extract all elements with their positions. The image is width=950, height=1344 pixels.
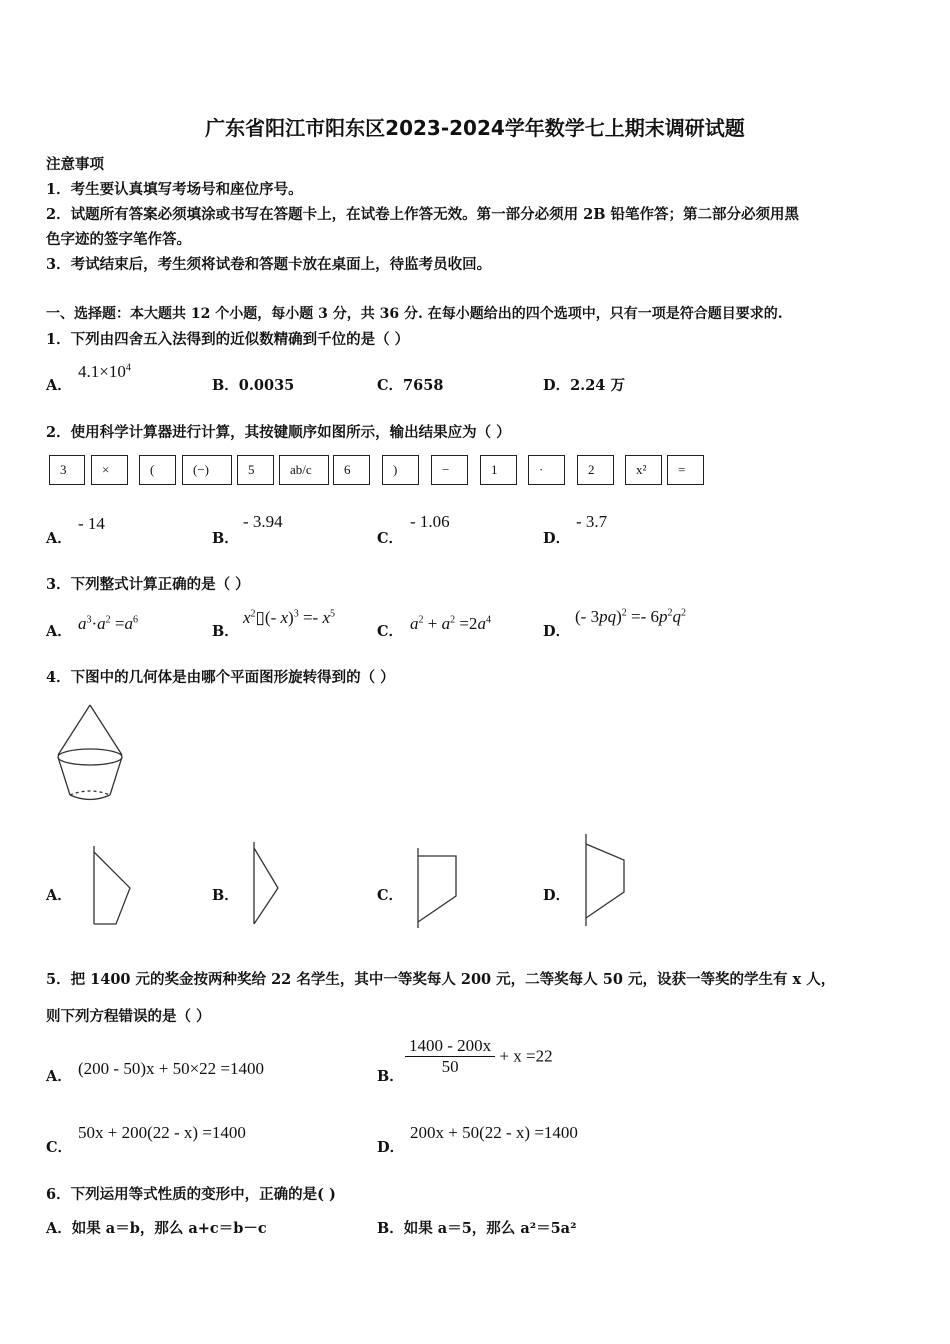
q4-option-c-label: C． <box>377 887 404 904</box>
calc-key: · <box>528 455 565 485</box>
notice-item: 1．考生要认真填写考场号和座位序号。 <box>46 181 303 198</box>
calc-key: ) <box>382 455 419 485</box>
question-3-stem: 3．下列整式计算正确的是（ ） <box>46 576 250 593</box>
calc-key: 3 <box>49 455 85 485</box>
calc-key: 6 <box>333 455 370 485</box>
q2-option-a: - 14 <box>78 514 105 533</box>
q5-option-a: (200 - 50)x + 50×22 =1400 <box>78 1059 264 1078</box>
calc-key: 5 <box>237 455 274 485</box>
calc-key: 1 <box>480 455 517 485</box>
q5-option-a-label: A． <box>46 1068 72 1085</box>
q1-option-a: $4.1\times 10^4$ <box>78 362 131 381</box>
calc-key: (−) <box>182 455 232 485</box>
q3-option-c-label: C． <box>377 623 404 640</box>
section-heading: 一、选择题：本大题共 12 个小题，每小题 3 分，共 36 分. 在每小题给出的四个选项中，只有一项是符合题目要求的. <box>46 306 783 322</box>
q2-option-c: - 1.06 <box>410 512 450 531</box>
q5-option-d: 200x + 50(22 - x) =1400 <box>410 1123 578 1142</box>
question-5-stem-cont: 则下列方程错误的是（ ） <box>46 1008 211 1025</box>
q4-option-b-label: B． <box>212 887 239 904</box>
q2-option-c-label: C． <box>377 530 404 547</box>
q5-option-b: $\frac{1400 - 200x}{50}$ + x =22 <box>405 1036 553 1077</box>
q4-option-d-label: D． <box>543 887 571 904</box>
q5-option-c-label: C． <box>46 1139 73 1156</box>
question-2-stem: 2．使用科学计算器进行计算，其按键顺序如图所示，输出结果应为（ ） <box>46 424 511 441</box>
q4-option-b-shape <box>248 838 288 928</box>
q1-option-c: C．7658 <box>377 377 444 394</box>
q2-option-b: - 3.94 <box>243 512 283 531</box>
q2-option-b-label: B． <box>212 530 239 547</box>
q4-option-a-label: A． <box>46 887 72 904</box>
q2-option-d: - 3.7 <box>576 512 608 531</box>
question-1-stem: 1．下列由四舍五入法得到的近似数精确到千位的是（ ） <box>46 331 410 348</box>
q2-option-d-label: D． <box>543 530 571 547</box>
q3-option-a-label: A． <box>46 623 72 640</box>
question-5-stem: 5．把 1400 元的奖金按两种奖给 22 名学生，其中一等奖每人 200 元，二等奖每人 50 元，设获一等奖的学生有 x 人， <box>46 971 836 988</box>
q3-option-c: $a^2 + a^2 =2a^4$ <box>410 614 491 633</box>
q6-option-b: B．如果 a＝5，那么 a²＝5a² <box>377 1220 577 1237</box>
q4-option-c-shape <box>412 844 462 930</box>
notice-item: 3．考试结束后，考生须将试卷和答题卡放在桌面上，待监考员收回。 <box>46 256 492 273</box>
notice-item: 2．试题所有答案必须填涂或书写在答题卡上，在试卷上作答无效。第一部分必须用 2B 铅笔作答；第二部分必须用黑 <box>46 206 800 223</box>
question-6-stem: 6．下列运用等式性质的变形中，正确的是( ) <box>46 1186 336 1203</box>
q1-option-a-label: A． <box>46 377 72 394</box>
q3-option-d: (- $3pq)^2 =- 6p^2q^2$ <box>575 607 686 626</box>
calc-key: × <box>91 455 128 485</box>
notice-heading: 注意事项 <box>46 156 104 173</box>
calc-key: = <box>667 455 704 485</box>
calc-key: ( <box>139 455 176 485</box>
q6-option-a: A．如果 a＝b，那么 a+c＝b－c <box>46 1220 267 1237</box>
q4-option-d-shape <box>580 830 630 930</box>
q1-option-d: D．2.24 万 <box>543 377 625 394</box>
calc-key: − <box>431 455 468 485</box>
q3-option-a: $a^3\cdot a^2 =a^6$ <box>78 614 139 633</box>
calc-key: 2 <box>577 455 614 485</box>
q5-option-d-label: D． <box>377 1139 405 1156</box>
q3-option-d-label: D． <box>543 623 571 640</box>
calc-key: x² <box>625 455 662 485</box>
q3-option-b: $x^2▯(-$ $x)^3 =- x^5$ <box>243 608 335 627</box>
q2-option-a-label: A． <box>46 530 72 547</box>
calc-key: ab/c <box>279 455 329 485</box>
q1-option-b: B．0.0035 <box>212 377 295 394</box>
fraction: $\frac{1400 - 200x}{50}$ <box>405 1036 495 1077</box>
page-title: 广东省阳江市阳东区2023-2024学年数学七上期末调研试题 <box>205 116 745 140</box>
q5-option-b-label: B． <box>377 1068 404 1085</box>
notice-item: 色字迹的签字笔作答。 <box>46 231 191 248</box>
q3-option-b-label: B． <box>212 623 239 640</box>
question-4-stem: 4．下图中的几何体是由哪个平面图形旋转得到的（ ） <box>46 669 395 686</box>
q4-option-a-shape <box>88 842 138 928</box>
q5-option-c: 50x + 200(22 - x) =1400 <box>78 1123 246 1142</box>
solid-figure <box>50 700 130 808</box>
